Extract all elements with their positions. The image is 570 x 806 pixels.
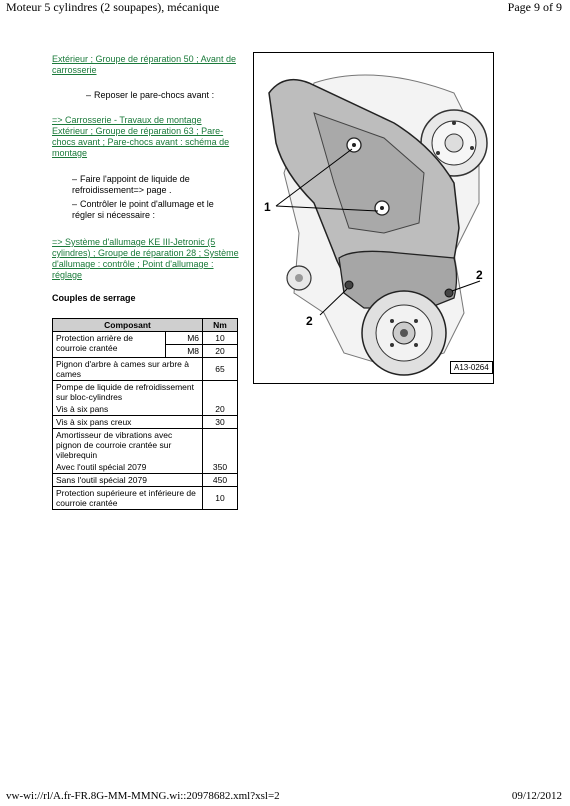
table-row [53,487,238,510]
torque-table [52,318,238,510]
tensioner-hub [295,274,303,282]
link-bumper-assembly[interactable]: => Carrosserie - Travaux de montage Extérieur ; Groupe de réparation 63 ; Pare-chocs avant ; Pare-chocs avant : schéma de montage [52,115,230,158]
cell-empty [203,381,238,404]
figure-code: A13-0264 [450,361,493,374]
step-coolant [72,174,232,196]
cell-value: 65 [203,358,238,381]
cell-value: 450 [203,474,238,487]
bolt-hole [390,343,394,347]
footer-date: 09/12/2012 [511,790,562,802]
table-row [53,358,238,381]
header-nm: Nm [203,319,238,332]
engine-figure [253,52,494,384]
section-title: Couples de serrage [52,293,136,303]
table-row [53,332,238,345]
cell-value: 20 [203,345,238,358]
camshaft-hub [445,134,463,152]
cover-bolt-center [380,206,384,210]
bolt-hole [436,151,440,155]
table-row [53,416,238,429]
table-row [53,461,238,474]
callout-2: 2 [306,314,313,328]
link-bumper-removal[interactable]: Extérieur ; Groupe de réparation 50 ; Avant de carrosserie [52,54,236,75]
step-reposer [86,90,236,101]
step-ignition [72,199,232,221]
bolt-hole [390,319,394,323]
cell-label: Protection supérieure et inférieure de courroie crantée [53,487,203,510]
footer-url: vw-wi://rl/A.fr-FR.8G-MM-MMNG.wi::20978682.xml?xsl=2 [6,790,280,802]
bullet-dash: – [72,174,78,184]
cell-sub: Vis à six pans creux [53,416,203,429]
cell-sub: Sans l'outil spécial 2079 [53,474,203,487]
bolt-hole [414,343,418,347]
table-row [53,474,238,487]
page-title: Moteur 5 cylindres (2 soupapes), mécanique [6,0,220,14]
cell-empty [203,429,238,462]
lower-bolt [345,281,353,289]
table-row [53,429,238,462]
crankshaft-center [400,329,408,337]
callout-1: 1 [264,200,271,214]
page-number: Page 9 of 9 [507,0,562,14]
bolt-hole [470,146,474,150]
table-row [53,381,238,404]
cell-value: 30 [203,416,238,429]
cell-label: Pompe de liquide de refroidissement sur bloc-cylindres [53,381,203,404]
cell-label: Pignon d'arbre à cames sur arbre à cames [53,358,203,381]
bullet-dash: – [72,199,78,209]
bolt-hole [452,121,456,125]
engine-drawing [254,53,493,383]
cover-bolt-center [352,143,356,147]
cell-label: Amortisseur de vibrations avec pignon de courroie crantée sur vilebrequin [53,429,203,462]
table-row [53,403,238,416]
step-ignition-text: Contrôler le point d'allumage et le régler si nécessaire : [72,199,214,220]
link-ignition-system[interactable]: => Système d'allumage KE III-Jetronic (5 cylindres) ; Groupe de réparation 28 ; Système d'allumage : contrôle ; Point d'allumage : réglage [52,237,239,280]
table-header-row [53,319,238,332]
cell-value: 350 [203,461,238,474]
cell-value: 10 [203,332,238,345]
cell-value: 10 [203,487,238,510]
step-reposer-text: Reposer le pare-chocs avant : [94,90,215,100]
cell-sub: Vis à six pans [53,403,203,416]
bullet-dash: – [86,90,92,100]
lower-bolt [445,289,453,297]
bolt-hole [414,319,418,323]
step-coolant-text: Faire l'appoint de liquide de refroidissement=> page . [72,174,190,195]
header-component: Composant [53,319,203,332]
cell-value: 20 [203,403,238,416]
cell-sub: M6 [166,332,203,345]
cell-sub: M8 [166,345,203,358]
cell-sub: Avec l'outil spécial 2079 [53,461,203,474]
callout-2: 2 [476,268,483,282]
cell-label: Protection arrière de courroie crantée [53,332,166,358]
